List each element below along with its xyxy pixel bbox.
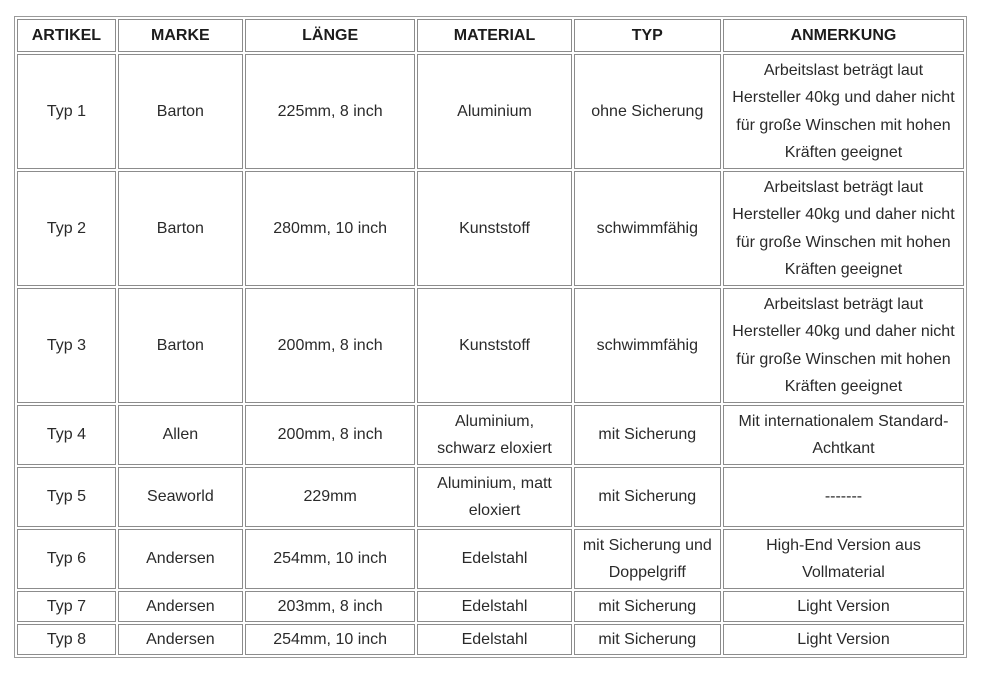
cell-anmerkung: ------- <box>723 467 964 527</box>
cell-anmerkung: Mit internationalem Standard-Achtkant <box>723 405 964 465</box>
cell-marke: Andersen <box>118 624 243 655</box>
table-row <box>17 467 964 527</box>
cell-material: Aluminium, matt eloxiert <box>417 467 571 527</box>
cell-marke: Barton <box>118 54 243 169</box>
header-marke: MARKE <box>118 19 243 52</box>
cell-marke: Barton <box>118 171 243 286</box>
cell-typ: mit Sicherung und Doppelgriff <box>574 529 721 589</box>
table-row <box>17 624 964 655</box>
cell-material: Edelstahl <box>417 529 571 589</box>
cell-material: Kunststoff <box>417 171 571 286</box>
cell-laenge: 280mm, 10 inch <box>245 171 415 286</box>
winch-handle-comparison-table <box>14 16 967 658</box>
cell-artikel: Typ 8 <box>17 624 116 655</box>
cell-marke: Andersen <box>118 591 243 622</box>
cell-material: Edelstahl <box>417 624 571 655</box>
cell-laenge: 254mm, 10 inch <box>245 624 415 655</box>
cell-marke: Seaworld <box>118 467 243 527</box>
table-row <box>17 529 964 589</box>
cell-marke: Allen <box>118 405 243 465</box>
cell-anmerkung: High-End Version aus Vollmaterial <box>723 529 964 589</box>
cell-laenge: 200mm, 8 inch <box>245 288 415 403</box>
cell-artikel: Typ 3 <box>17 288 116 403</box>
cell-laenge: 200mm, 8 inch <box>245 405 415 465</box>
comparison-table-container <box>14 16 967 658</box>
cell-laenge: 254mm, 10 inch <box>245 529 415 589</box>
cell-material: Kunststoff <box>417 288 571 403</box>
cell-material: Aluminium <box>417 54 571 169</box>
cell-material: Edelstahl <box>417 591 571 622</box>
cell-anmerkung: Arbeitslast beträgt laut Hersteller 40kg und daher nicht für große Winschen mit hohen Kräften geeignet <box>723 288 964 403</box>
cell-anmerkung: Light Version <box>723 624 964 655</box>
cell-anmerkung: Arbeitslast beträgt laut Hersteller 40kg und daher nicht für große Winschen mit hohen Kräften geeignet <box>723 54 964 169</box>
header-typ: TYP <box>574 19 721 52</box>
cell-typ: mit Sicherung <box>574 591 721 622</box>
cell-marke: Barton <box>118 288 243 403</box>
table-row <box>17 591 964 622</box>
cell-artikel: Typ 5 <box>17 467 116 527</box>
cell-typ: mit Sicherung <box>574 624 721 655</box>
cell-laenge: 229mm <box>245 467 415 527</box>
header-laenge: LÄNGE <box>245 19 415 52</box>
cell-typ: schwimmfähig <box>574 171 721 286</box>
header-anmerkung: ANMERKUNG <box>723 19 964 52</box>
cell-anmerkung: Light Version <box>723 591 964 622</box>
cell-anmerkung: Arbeitslast beträgt laut Hersteller 40kg und daher nicht für große Winschen mit hohen Kräften geeignet <box>723 171 964 286</box>
cell-typ: schwimmfähig <box>574 288 721 403</box>
cell-artikel: Typ 4 <box>17 405 116 465</box>
cell-artikel: Typ 2 <box>17 171 116 286</box>
table-header-row <box>17 19 964 52</box>
table-row <box>17 405 964 465</box>
cell-typ: mit Sicherung <box>574 467 721 527</box>
cell-artikel: Typ 6 <box>17 529 116 589</box>
cell-laenge: 225mm, 8 inch <box>245 54 415 169</box>
table-row <box>17 171 964 286</box>
cell-material: Aluminium, schwarz eloxiert <box>417 405 571 465</box>
cell-artikel: Typ 1 <box>17 54 116 169</box>
cell-marke: Andersen <box>118 529 243 589</box>
cell-laenge: 203mm, 8 inch <box>245 591 415 622</box>
cell-artikel: Typ 7 <box>17 591 116 622</box>
cell-typ: ohne Sicherung <box>574 54 721 169</box>
header-material: MATERIAL <box>417 19 571 52</box>
table-row <box>17 54 964 169</box>
table-row <box>17 288 964 403</box>
header-artikel: ARTIKEL <box>17 19 116 52</box>
cell-typ: mit Sicherung <box>574 405 721 465</box>
